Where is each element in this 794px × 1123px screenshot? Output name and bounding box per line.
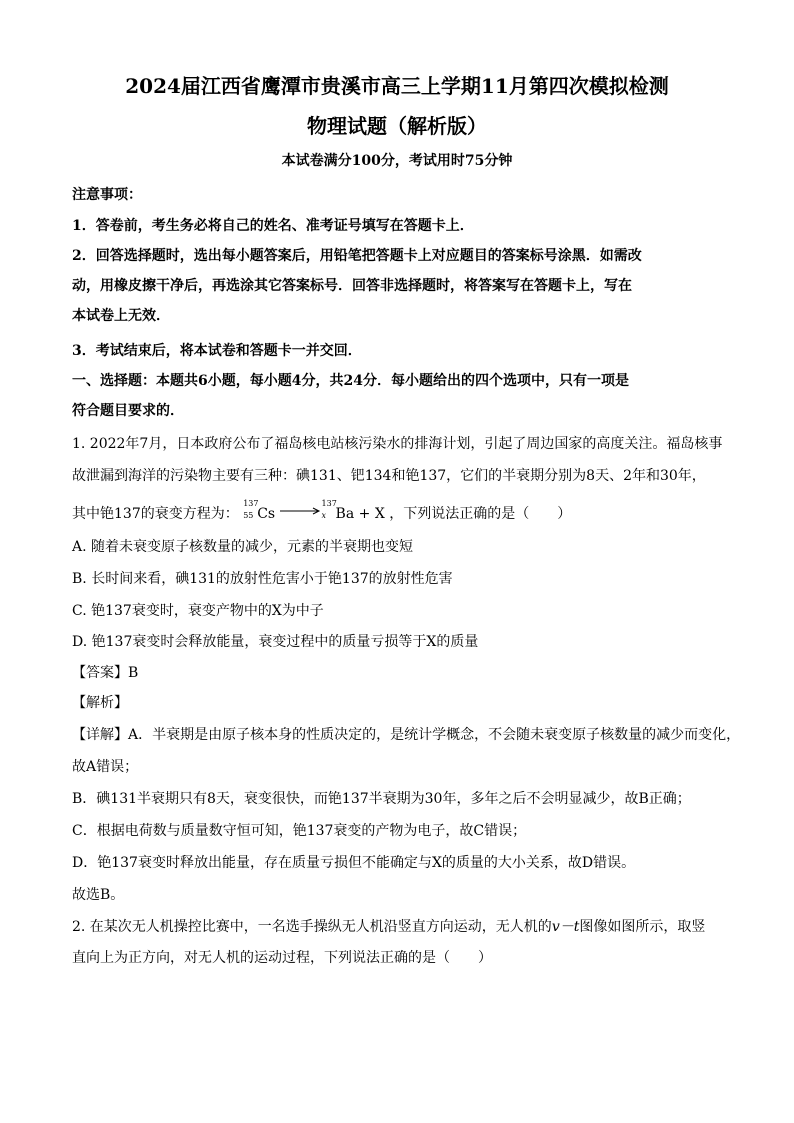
q1-stem-line-2: 故泄漏到海洋的污染物主要有三种：碘131、钯134和铯137，它们的半衰期分别为8天、2年和30年， [72, 468, 706, 484]
q1-detail-b: B．碘131半衰期只有8天，衰变很快，而铯137半衰期为30年，多年之后不会明显减少，故B正确； [72, 791, 691, 807]
vt-graph-label: v－t [551, 919, 580, 935]
x-particle: X [374, 506, 385, 522]
cs-mass-number: 137 [243, 499, 259, 508]
cs-symbol: Cs [257, 506, 276, 522]
notice-item-1: 1．答卷前，考生务必将自己的姓名、准考证号填写在答题卡上． [72, 218, 474, 234]
q1-option-c: C. 铯137衰变时，衰变产物中的X为中子 [72, 603, 324, 619]
section-1-heading-line-1: 一、选择题：本题共6小题，每小题4分，共24分．每小题给出的四个选项中，只有一项是 [72, 373, 629, 389]
q2-stem-line-1-suffix: 图像如图所示，取竖 [579, 919, 706, 935]
q1-stem-line-3-prefix: 其中铯137的衰变方程为： [72, 506, 239, 522]
notice-heading: 注意事项： [72, 187, 142, 203]
q2-stem-line-2: 直向上为正方向，对无人机的运动过程，下列说法正确的是（ ） [72, 950, 492, 966]
ba-charge-number: x [321, 511, 327, 520]
q1-conclusion: 故选B。 [72, 887, 125, 903]
ba-symbol: Ba [335, 506, 355, 522]
q1-option-d: D. 铯137衰变时会释放能量，衰变过程中的质量亏损等于X的质量 [72, 634, 479, 650]
title-line-2: 物理试题（解析版） [307, 114, 487, 138]
decay-equation [243, 499, 389, 522]
q1-stem-line-3 [72, 499, 572, 523]
q1-option-b: B. 长时间来看，碘131的放射性危害小于铯137的放射性危害 [72, 571, 453, 587]
notice-item-3: 3．考试结束后，将本试卷和答题卡一并交回． [72, 343, 362, 359]
plus-sign: + [358, 506, 371, 522]
q2-stem-line-1 [72, 916, 705, 936]
cs-nuclide-indices [243, 499, 259, 520]
q1-analysis-label: 【解析】 [72, 695, 128, 711]
notice-item-2-line-2: 动，用橡皮擦干净后，再选涂其它答案标号．回答非选择题时，将答案写在答题卡上，写在 [72, 278, 632, 294]
q1-detail-d: D．铯137衰变时释放出能量，存在质量亏损但不能确定与X的质量的大小关系，故D错误。 [72, 855, 636, 871]
notice-item-2-line-1: 2．回答选择题时，选出每小题答案后，用铅笔把答题卡上对应题目的答案标号涂黑．如需改 [72, 248, 642, 264]
q1-stem-line-3-suffix: ，下列说法正确的是（ ） [389, 506, 572, 522]
ba-mass-number: 137 [321, 499, 337, 508]
cs-charge-number: 55 [243, 511, 254, 520]
subtitle: 本试卷满分100分，考试用时75分钟 [281, 153, 513, 169]
ba-nuclide-indices [321, 499, 337, 520]
title-line-1: 2024届江西省鹰潭市贵溪市高三上学期11月第四次模拟检测 [125, 74, 669, 98]
reaction-arrow-icon [280, 507, 322, 515]
notice-item-2-line-3: 本试卷上无效． [72, 308, 170, 324]
q1-stem-line-1: 1. 2022年7月，日本政府公布了福岛核电站核污染水的排海计划，引起了周边国家的高度关注。福岛核事 [72, 436, 723, 452]
q1-detail-line-2: 故A错误； [72, 759, 139, 775]
q1-detail-line-1: 【详解】A．半衰期是由原子核本身的性质决定的，是统计学概念，不会随未衰变原子核数量的减少而变化， [72, 727, 741, 743]
q1-detail-c: C．根据电荷数与质量数守恒可知，铯137衰变的产物为电子，故C错误； [72, 823, 527, 839]
q2-stem-line-1-prefix: 2. 在某次无人机操控比赛中，一名选手操纵无人机沿竖直方向运动，无人机的 [72, 919, 552, 935]
q1-answer: 【答案】B [72, 665, 139, 681]
q1-option-a: A. 随着未衰变原子核数量的减少，元素的半衰期也变短 [72, 539, 414, 555]
section-1-heading-line-2: 符合题目要求的． [72, 403, 184, 419]
